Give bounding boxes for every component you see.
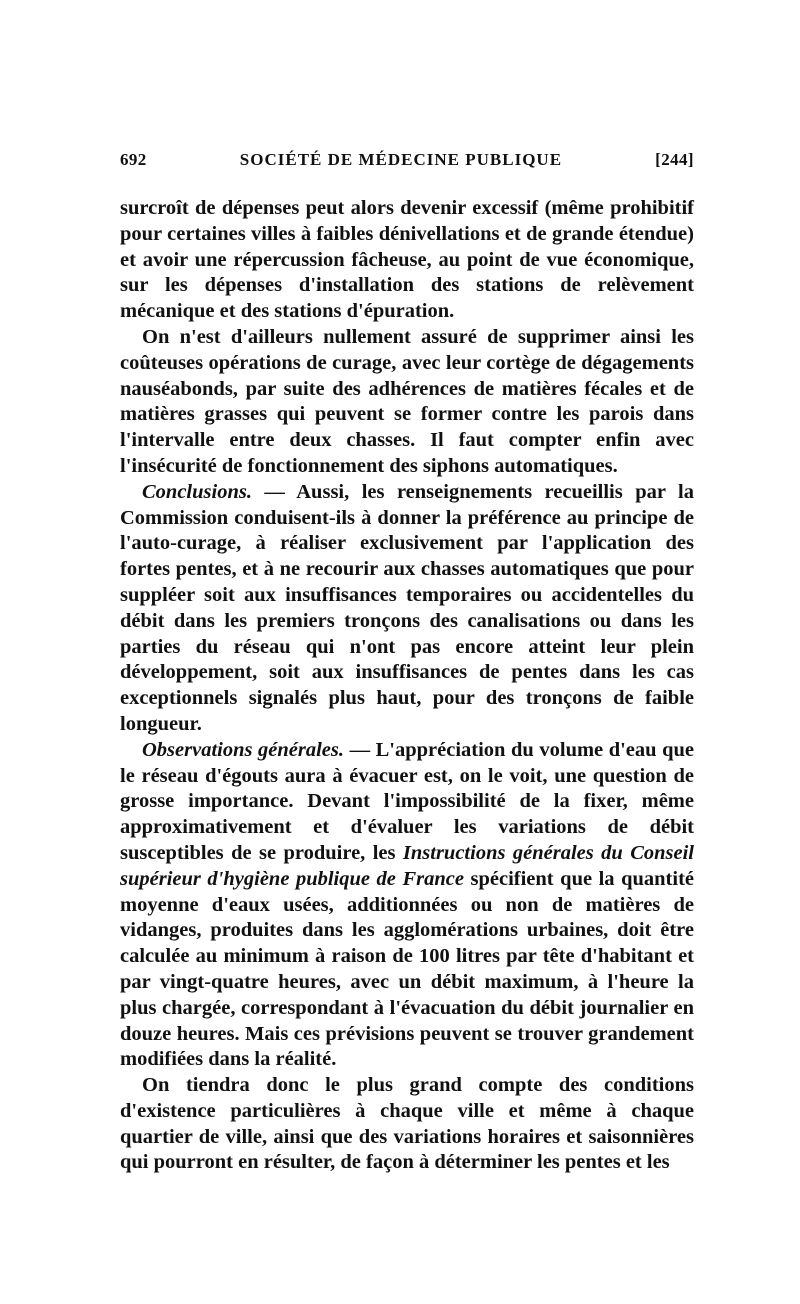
paragraph-4-text-b: spécifient que la quantité moyenne d'eaux usées, additionnées ou non de matières de vidanges, produites dans les agglomérations urbaines, doit être calculée au minimum à raison de 100 litres par tête d'habitant et par vingt-quatre heures, avec un débit maximum, à l'heure la plus chargée, correspondant à l'évacuation du débit journalier en douze heures. Mais ces prévisions peuvent se trouver grandement modifiées dans la réalité. (120, 867, 695, 1071)
paragraph-1: surcroît de dépenses peut alors devenir excessif (même prohibitif pour certaines villes à faibles dénivellations et de grande étendue) et avoir une répercussion fâcheuse, au point de vue économique, sur les dépenses d'installation des stations de relèvement mécanique et des stations d'épuration. (120, 197, 694, 323)
paragraph-3-text: — Aussi, les renseignements recueillis par la Commission conduisent-ils à donner la préférence au principe de l'auto-curage, à réaliser exclusivement par l'application des fortes pentes, et à ne recourir aux chasses automatiques que pour suppléer soit aux insuffisances temporaires ou accidentelles du débit dans les premiers tronçons des canalisations ou dans les parties du réseau qui n'ont pas encore atteint leur plein développement, soit aux insuffisances de pentes dans les cas exceptionnels signalés plus haut, pour des tronçons de faible longueur. (120, 480, 694, 735)
paragraph-4-text-a: — L'appréciation du volume d'eau que le réseau d'égouts aura à évacuer est, on le voit, une question de grosse importance. Devant l'impossibilité de la fixer, même approximativement et d'évaluer les variations de débit susceptibles de se produire, les (120, 738, 694, 864)
page-number: 692 (120, 150, 147, 169)
cited-title: Instructions générales du Conseil supérieur d'hygiène publique de France (120, 841, 694, 890)
body-text (120, 196, 694, 1176)
paragraph-3 (120, 480, 694, 738)
running-title: SOCIÉTÉ DE MÉDECINE PUBLIQUE (239, 150, 563, 169)
paragraph-4 (120, 738, 694, 1073)
section-heading-observations: Observations générales. (142, 738, 345, 761)
book-page (120, 150, 694, 1176)
running-head (120, 150, 694, 180)
paragraph-5: On tiendra donc le plus grand compte des conditions d'existence particulières à chaque ville et même à chaque quartier de ville, ainsi que des variations horaires et saisonnières qui pourront en résulter, de façon à déterminer les pentes et les (120, 1074, 694, 1174)
section-heading-conclusions: Conclusions. (142, 480, 252, 503)
paragraph-2: On n'est d'ailleurs nullement assuré de supprimer ainsi les coûteuses opérations de curage, avec leur cortège de dégagements nauséabonds, par suite des adhérences de matières fécales et de matières grasses qui peuvent se former contre les parois dans l'intervalle entre deux chasses. Il faut compter enfin avec l'insécurité de fonctionnement des siphons automatiques. (120, 325, 694, 477)
bracket-number: [244] (655, 150, 694, 169)
